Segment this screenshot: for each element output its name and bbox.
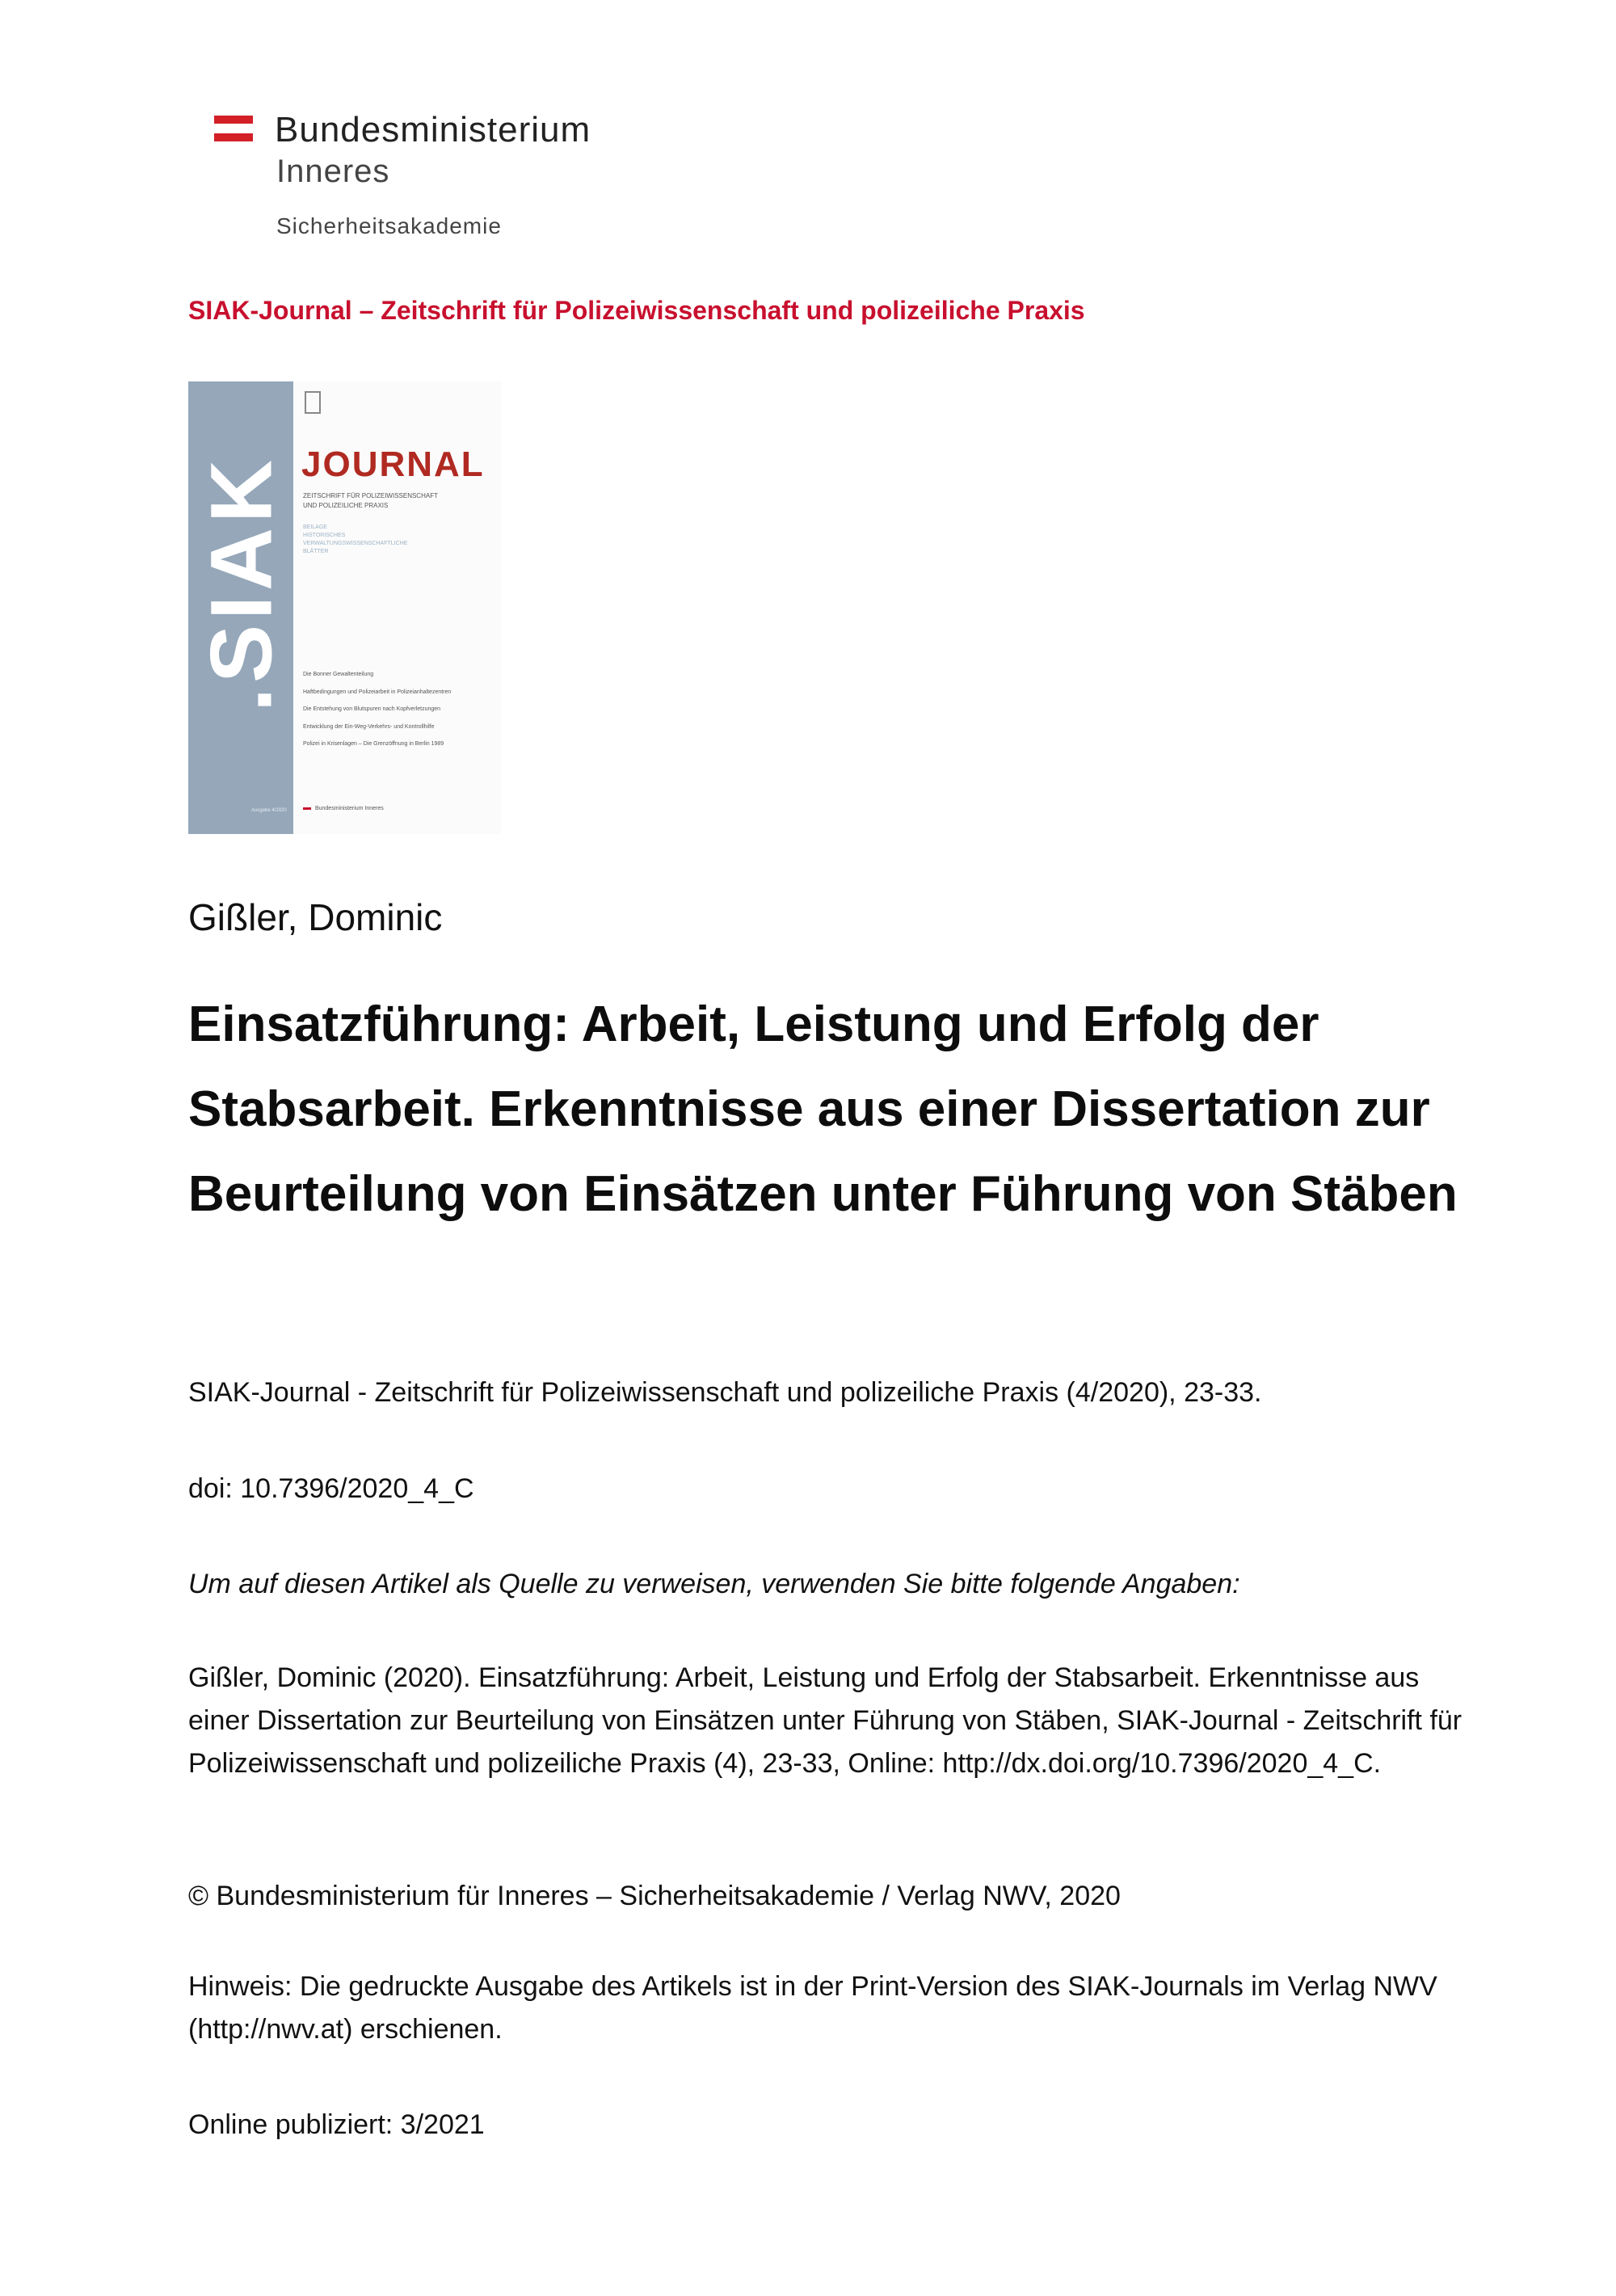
journal-cover [188, 381, 502, 834]
cover-publisher [303, 806, 384, 811]
citation-text: Gißler, Dominic (2020). Einsatzführung: Arbeit, Leistung und Erfolg der Stabsarbeit. Erkenntnisse aus einer Dissertation zur Beurteilung von Einsätzen unter Führung von Stäben, SIAK-Journal - Zeitschrift für Polizeiwissenschaft und polizeiliche Praxis (4), 23-33, Online: http://dx.doi.org/10.7396/2020_4_C. [188, 1662, 1462, 1779]
cover-contents-item: Die Entstehung von Blutspuren nach Kopfverletzungen [303, 706, 441, 712]
document-icon [305, 391, 321, 414]
cover-contents-item: Haftbedingungen und Polizeiarbeit in Polizeianhaltezentren [303, 689, 452, 695]
cover-spine [188, 381, 293, 834]
cover-publisher-name: Bundesministerium [314, 806, 364, 811]
doi: doi: 10.7396/2020_4_C [188, 1473, 474, 1504]
journal-name: SIAK-Journal – Zeitschrift für Polizeiwissenschaft und polizeiliche Praxis [188, 296, 1085, 325]
author-name: Gißler, Dominic [188, 896, 443, 938]
cover-supplement-line: BEILAGE [303, 524, 327, 530]
ministry-logo [0, 0, 646, 259]
cover-supplement-line: BLÄTTER [303, 549, 329, 554]
cover-contents [303, 666, 451, 753]
cover-supplement [303, 524, 407, 556]
cover-supplement-line: VERWALTUNGSWISSENSCHAFTLICHE [303, 541, 408, 546]
austrian-flag-icon [214, 116, 253, 124]
cover-publisher-sub: Inneres [364, 806, 384, 811]
cover-subtitle [303, 491, 438, 511]
cover-title: JOURNAL [301, 444, 485, 484]
cover-supplement-line: HISTORISCHES [303, 533, 346, 538]
online-published: Online publiziert: 3/2021 [188, 2109, 485, 2140]
copyright-notice: © Bundesministerium für Inneres – Sicherheitsakademie / Verlag NWV, 2020 [188, 1881, 1121, 1911]
cover-subtitle-line: ZEITSCHRIFT FÜR POLIZEIWISSENSCHAFT [303, 492, 438, 499]
article-title: Einsatzführung: Arbeit, Leistung und Erfolg der Stabsarbeit. Erkenntnisse aus einer Dissertation zur Beurteilung von Einsätzen unter Führung von Stäben [188, 996, 1458, 1222]
cover-contents-item: Die Bonner Gewaltenteilung [303, 672, 374, 677]
cover-subtitle-line: UND POLIZEILICHE PRAXIS [303, 502, 389, 509]
ministry-subtitle: Inneres [276, 154, 390, 189]
citation-hint: Um auf diesen Artikel als Quelle zu verweisen, verwenden Sie bitte folgende Angaben: [188, 1569, 1240, 1599]
cover-contents-item: Entwicklung der Ein-Weg-Verkehrs- und Kontrollhilfe [303, 723, 435, 730]
print-notice: Hinweis: Die gedruckte Ausgabe des Artikels ist in der Print-Version des SIAK-Journals im Verlag NWV (http://nwv.at) erschienen. [188, 1971, 1437, 2045]
cover-spine-text: .SIAK [191, 454, 290, 713]
citation-source: SIAK-Journal - Zeitschrift für Polizeiwissenschaft und polizeiliche Praxis (4/2020), 23-33. [188, 1377, 1262, 1408]
cover-spine-footer: Ausgabe 4/2020 [251, 808, 287, 813]
ministry-name: Bundesministerium [275, 110, 591, 150]
cover-contents-item: Polizei in Krisenlagen – Die Grenzöffnung in Berlin 1989 [303, 741, 444, 747]
academy-name: Sicherheitsakademie [276, 213, 502, 238]
austrian-flag-icon [303, 807, 311, 810]
austrian-flag-icon-lower [214, 133, 253, 141]
